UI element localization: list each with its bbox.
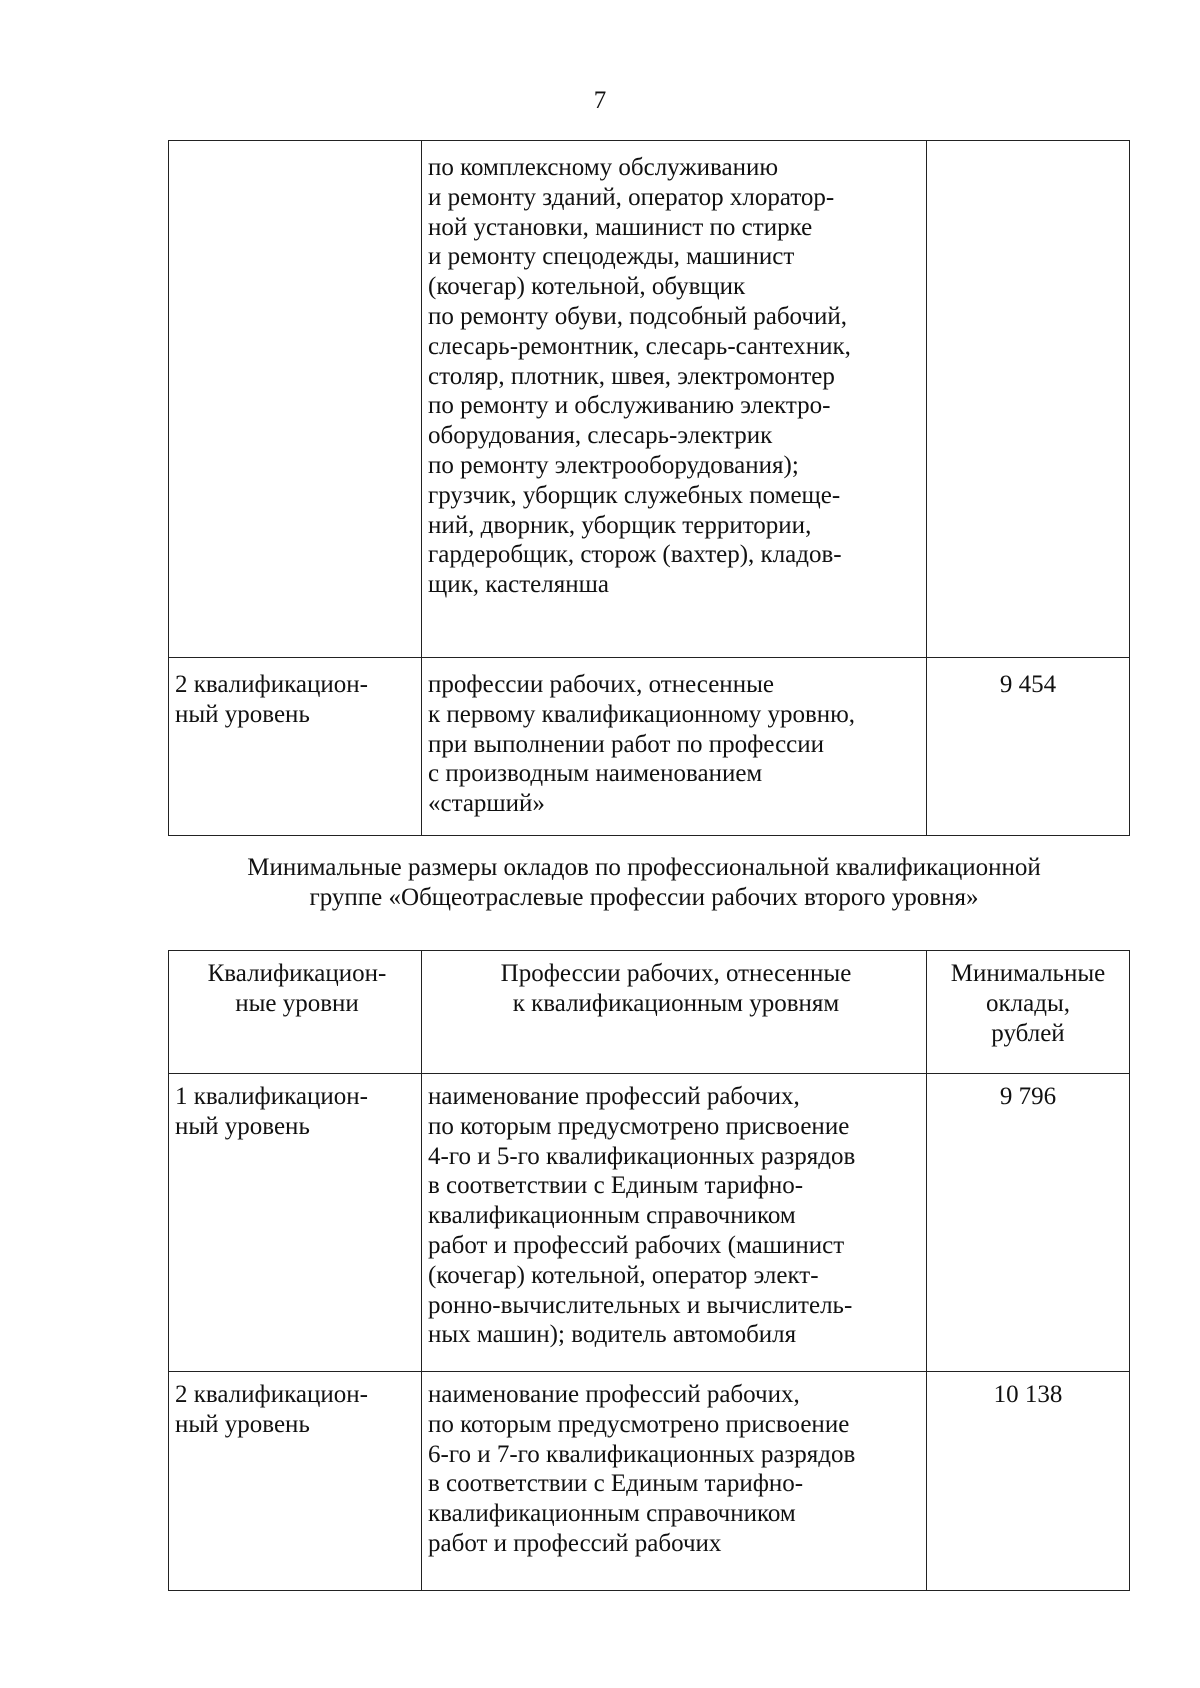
text-line: щик, кастелянша [428, 571, 609, 599]
text-line: и ремонту спецодежды, машинист [428, 243, 795, 271]
salary-table-level-1-continued [168, 140, 1130, 836]
qualification-level-cell [169, 1372, 422, 1591]
text-line: ный уровень [175, 1410, 310, 1438]
text-line: Квалификацион- [207, 960, 387, 987]
text-line: ний, дворник, уборщик территории, [428, 511, 812, 539]
text-line: по которым предусмотрено присвоение [428, 1410, 850, 1438]
text-line: 1 квалификацион- [175, 1083, 368, 1110]
text-line: ные уровни [235, 989, 359, 1017]
text-line: рублей [991, 1019, 1065, 1047]
text-line: грузчик, уборщик служебных помеще- [428, 481, 841, 509]
text-line: профессии рабочих, отнесенные [428, 671, 774, 698]
salary-cell: 10 138 [927, 1372, 1130, 1591]
text-line: ный уровень [175, 1112, 310, 1140]
text-line: квалификационным справочником [428, 1500, 796, 1528]
qualification-level-cell [169, 141, 422, 658]
text-line: (кочегар) котельной, оператор элект- [428, 1261, 819, 1289]
text-line: столяр, плотник, швея, электромонтер [428, 362, 835, 390]
text-line: (кочегар) котельной, обувщик [428, 273, 746, 301]
column-header-professions [422, 951, 927, 1074]
text-line: по ремонту обуви, подсобный рабочий, [428, 302, 847, 330]
text-line: в соответствии с Единым тарифно- [428, 1470, 804, 1498]
text-line: при выполнении работ по профессии [428, 730, 825, 758]
text-line: работ и профессий рабочих (машинист [428, 1231, 845, 1259]
professions-cell [422, 141, 927, 658]
column-header-levels [169, 951, 422, 1074]
text-line: слесарь-ремонтник, слесарь-сантехник, [428, 332, 851, 360]
text-line: 2 квалификацион- [175, 671, 368, 698]
text-line: оборудования, слесарь-электрик [428, 422, 773, 450]
text-line: наименование профессий рабочих, [428, 1381, 800, 1408]
qualification-level-cell [169, 658, 422, 836]
text-line: к квалификационным уровням [512, 989, 840, 1017]
heading-line: группе «Общеотраслевые профессии рабочих второго уровня» [309, 883, 979, 911]
heading-line: Минимальные размеры окладов по профессиональной квалификационной [247, 854, 1041, 881]
table-row [169, 1372, 1130, 1591]
text-line: ных машин); водитель автомобиля [428, 1321, 797, 1349]
column-header-salary [927, 951, 1130, 1074]
table-header-row [169, 951, 1130, 1074]
text-line: квалификационным справочником [428, 1202, 796, 1230]
text-line: ронно-вычислительных и вычислитель- [428, 1291, 853, 1319]
text-line: наименование профессий рабочих, [428, 1083, 800, 1110]
professions-cell [422, 1074, 927, 1372]
salary-cell [927, 141, 1130, 658]
text-line: работ и профессий рабочих [428, 1529, 722, 1557]
professions-cell [422, 658, 927, 836]
text-line: оклады, [986, 989, 1070, 1017]
professions-cell [422, 1372, 927, 1591]
text-line: гардеробщик, сторож (вахтер), кладов- [428, 541, 842, 569]
section-heading [168, 853, 1120, 913]
page-number: 7 [593, 87, 607, 114]
text-line: в соответствии с Единым тарифно- [428, 1172, 804, 1200]
salary-cell: 9 454 [927, 658, 1130, 836]
salary-table-level-2 [168, 950, 1130, 1591]
table-row [169, 141, 1130, 658]
text-line: ный уровень [175, 700, 310, 728]
text-line: по ремонту электрооборудования); [428, 451, 799, 479]
text-line: по ремонту и обслуживанию электро- [428, 392, 831, 420]
qualification-level-cell [169, 1074, 422, 1372]
text-line: ной установки, машинист по стирке [428, 213, 813, 241]
text-line: «старший» [428, 790, 545, 818]
text-line: 2 квалификацион- [175, 1381, 368, 1408]
salary-cell: 9 796 [927, 1074, 1130, 1372]
table-row [169, 1074, 1130, 1372]
text-line: к первому квалификационному уровню, [428, 700, 856, 728]
text-line: по комплексному обслуживанию [428, 154, 779, 181]
text-line: с производным наименованием [428, 760, 763, 788]
text-line: Профессии рабочих, отнесенные [500, 960, 852, 987]
text-line: Минимальные [950, 960, 1106, 987]
text-line: по которым предусмотрено присвоение [428, 1112, 850, 1140]
table-row [169, 658, 1130, 836]
text-line: и ремонту зданий, оператор хлоратор- [428, 183, 835, 211]
text-line: 4-го и 5-го квалификационных разрядов [428, 1142, 856, 1170]
text-line: 6-го и 7-го квалификационных разрядов [428, 1440, 856, 1468]
